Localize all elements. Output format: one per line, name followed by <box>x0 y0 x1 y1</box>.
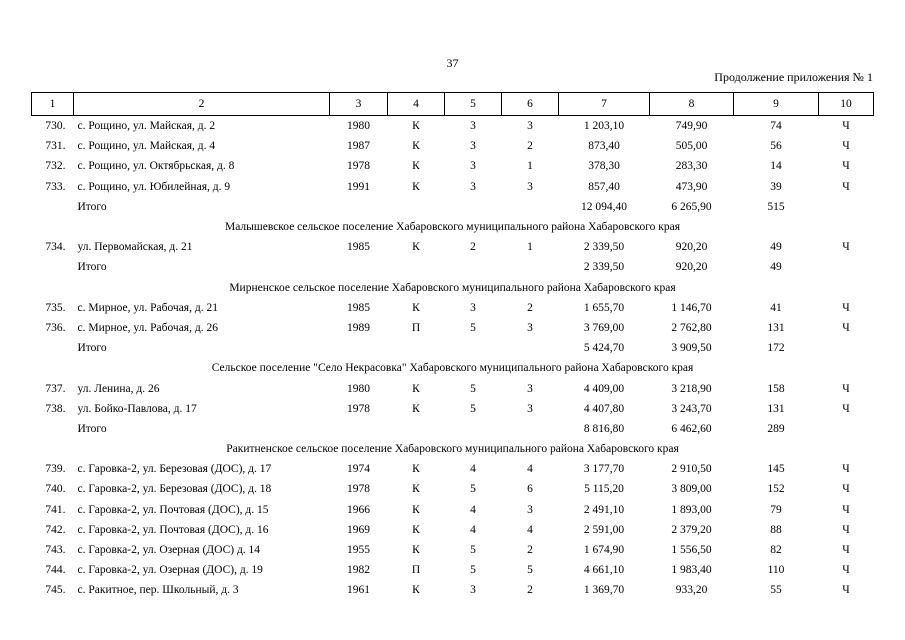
empty-cell <box>502 419 559 439</box>
entrances-cell: 5 <box>527 564 533 577</box>
total-area-cell: 3 177,70 <box>583 463 625 476</box>
floors-cell: 5 <box>470 544 476 557</box>
total-area-cell: 2 339,50 <box>583 261 625 274</box>
section-title: Мирненское сельское поселение Хабаровского муниципального района Хабаровского края <box>229 281 676 294</box>
living-area-cell: 2 379,20 <box>671 523 712 536</box>
page-number: 37 <box>446 56 459 70</box>
row-number: 733. <box>45 180 66 193</box>
total-row <box>32 197 874 217</box>
row-number: 741. <box>45 503 66 516</box>
mark-cell: Ч <box>842 584 850 597</box>
material-cell: К <box>412 140 420 153</box>
total-area-cell: 5 424,70 <box>583 342 625 355</box>
row-number: 732. <box>45 160 66 173</box>
material-cell: К <box>412 301 420 314</box>
mark-cell: Ч <box>842 382 850 395</box>
floors-cell: 2 <box>470 241 476 254</box>
empty-cell <box>819 197 874 217</box>
section-row <box>32 217 874 237</box>
floors-cell: 3 <box>470 180 476 193</box>
section-row <box>32 278 874 298</box>
material-cell: П <box>411 564 421 577</box>
address-cell: с. Мирное, ул. Рабочая, д. 26 <box>77 321 218 334</box>
mark-cell: Ч <box>842 544 850 557</box>
entrances-cell: 4 <box>527 463 533 476</box>
residents-cell: 172 <box>767 342 785 355</box>
empty-cell <box>819 257 874 277</box>
total-area-cell: 4 661,10 <box>583 564 625 577</box>
floors-cell: 5 <box>470 382 476 395</box>
material-cell: К <box>412 463 420 476</box>
material-cell: К <box>412 523 420 536</box>
column-header: 9 <box>734 93 819 116</box>
year-cell: 1989 <box>347 321 370 334</box>
total-row <box>32 338 874 358</box>
mark-cell: Ч <box>842 402 850 415</box>
residents-cell: 152 <box>767 483 785 496</box>
residents-cell: 145 <box>767 463 785 476</box>
mark-cell: Ч <box>842 180 850 193</box>
row-number: 735. <box>45 301 66 314</box>
residents-cell: 55 <box>770 584 782 597</box>
total-area-cell: 857,40 <box>588 180 620 193</box>
floors-cell: 3 <box>470 160 476 173</box>
address-cell: с. Рощино, ул. Майская, д. 4 <box>77 140 216 153</box>
column-header: 5 <box>445 93 502 116</box>
entrances-cell: 3 <box>527 402 533 415</box>
table-row <box>32 560 874 580</box>
empty-cell <box>819 419 874 439</box>
living-area-cell: 2 762,80 <box>671 321 712 334</box>
column-header: 7 <box>559 93 650 116</box>
section-title: Ракитненское сельское поселение Хабаровского муниципального района Хабаровского края <box>226 443 679 456</box>
material-cell: К <box>412 120 420 133</box>
empty-cell <box>32 257 74 277</box>
empty-cell <box>502 257 559 277</box>
residents-cell: 110 <box>767 564 785 577</box>
floors-cell: 3 <box>470 301 476 314</box>
address-cell: ул. Первомайская, д. 21 <box>77 241 193 254</box>
table-row <box>32 459 874 479</box>
residents-cell: 131 <box>767 321 785 334</box>
material-cell: К <box>412 584 420 597</box>
address-cell: с. Гаровка-2, ул. Почтовая (ДОС), д. 16 <box>77 523 269 536</box>
mark-cell: Ч <box>842 301 850 314</box>
total-area-cell: 5 115,20 <box>584 483 624 496</box>
living-area-cell: 933,20 <box>675 584 708 597</box>
living-area-cell: 283,30 <box>675 160 708 173</box>
floors-cell: 5 <box>470 321 476 334</box>
year-cell: 1987 <box>347 140 370 153</box>
column-header: 4 <box>388 93 445 116</box>
empty-cell <box>330 257 388 277</box>
empty-cell <box>330 338 388 358</box>
section-row <box>32 439 874 459</box>
living-area-cell: 3 909,50 <box>671 342 712 355</box>
residents-cell: 88 <box>770 523 782 536</box>
year-cell: 1961 <box>347 584 370 597</box>
living-area-cell: 3 809,00 <box>671 483 712 496</box>
year-cell: 1991 <box>347 180 370 193</box>
empty-cell <box>445 197 502 217</box>
total-area-cell: 12 094,40 <box>581 200 627 213</box>
address-cell: с. Гаровка-2, ул. Березовая (ДОС), д. 17 <box>77 463 272 476</box>
material-cell: К <box>412 241 420 254</box>
total-area-cell: 1 369,70 <box>583 584 625 597</box>
living-area-cell: 3 218,90 <box>671 382 712 395</box>
section-title: Малышевское сельское поселение Хабаровского муниципального района Хабаровского края <box>224 221 681 234</box>
empty-cell <box>32 419 74 439</box>
table-row <box>32 378 874 398</box>
year-cell: 1974 <box>347 463 370 476</box>
table-row <box>32 116 874 137</box>
row-number: 744. <box>45 564 66 577</box>
empty-cell <box>445 257 502 277</box>
row-number: 745. <box>45 584 66 597</box>
total-area-cell: 2 339,50 <box>583 241 625 254</box>
total-area-cell: 8 816,80 <box>583 422 625 435</box>
empty-cell <box>32 338 74 358</box>
table-row <box>32 298 874 318</box>
residents-cell: 39 <box>770 180 782 193</box>
residents-cell: 289 <box>767 422 785 435</box>
table-row <box>32 177 874 197</box>
material-cell: К <box>412 503 420 516</box>
residents-cell: 79 <box>770 503 782 516</box>
total-area-cell: 4 409,00 <box>583 382 625 395</box>
empty-cell <box>388 197 445 217</box>
residents-cell: 515 <box>767 200 785 213</box>
address-cell: с. Гаровка-2, ул. Почтовая (ДОС), д. 15 <box>77 503 269 516</box>
empty-cell <box>330 197 388 217</box>
material-cell: К <box>412 544 420 557</box>
floors-cell: 4 <box>470 463 476 476</box>
total-area-cell: 378,30 <box>588 160 620 173</box>
total-area-cell: 873,40 <box>588 140 620 153</box>
entrances-cell: 1 <box>527 241 533 254</box>
column-header: 1 <box>32 93 74 116</box>
entrances-cell: 3 <box>527 120 533 133</box>
floors-cell: 4 <box>470 523 476 536</box>
floors-cell: 4 <box>470 503 476 516</box>
year-cell: 1978 <box>347 483 370 496</box>
residents-cell: 131 <box>767 402 785 415</box>
mark-cell: Ч <box>842 120 850 133</box>
living-area-cell: 1 983,40 <box>671 564 712 577</box>
material-cell: К <box>412 382 420 395</box>
total-label: Итого <box>77 261 107 274</box>
year-cell: 1985 <box>347 301 370 314</box>
mark-cell: Ч <box>842 140 850 153</box>
residents-cell: 49 <box>770 261 782 274</box>
table-row <box>32 580 874 600</box>
entrances-cell: 3 <box>527 503 533 516</box>
table-row <box>32 237 874 257</box>
mark-cell: Ч <box>842 463 850 476</box>
total-row <box>32 257 874 277</box>
continuation-label: Продолжение приложения № 1 <box>714 70 873 84</box>
total-label: Итого <box>77 200 107 213</box>
entrances-cell: 1 <box>527 160 533 173</box>
column-header: 3 <box>330 93 388 116</box>
empty-cell <box>445 338 502 358</box>
empty-cell <box>502 197 559 217</box>
material-cell: К <box>412 483 420 496</box>
material-cell: К <box>412 160 420 173</box>
total-area-cell: 1 203,10 <box>583 120 625 133</box>
row-number: 731. <box>45 140 66 153</box>
table-body <box>32 93 874 601</box>
residents-cell: 56 <box>770 140 782 153</box>
entrances-cell: 4 <box>527 523 533 536</box>
table-row <box>32 540 874 560</box>
address-cell: с. Гаровка-2, ул. Березовая (ДОС), д. 18 <box>77 483 272 496</box>
floors-cell: 5 <box>470 483 476 496</box>
address-cell: ул. Бойко-Павлова, д. 17 <box>77 402 197 415</box>
entrances-cell: 3 <box>527 382 533 395</box>
table-row <box>32 500 874 520</box>
entrances-cell: 2 <box>527 544 533 557</box>
address-cell: с. Рощино, ул. Октябрьская, д. 8 <box>77 160 235 173</box>
material-cell: К <box>412 180 420 193</box>
residents-cell: 41 <box>770 301 782 314</box>
total-area-cell: 3 769,00 <box>583 321 625 334</box>
section-row <box>32 358 874 378</box>
empty-cell <box>330 419 388 439</box>
row-number: 736. <box>45 321 66 334</box>
empty-cell <box>32 197 74 217</box>
floors-cell: 3 <box>470 120 476 133</box>
year-cell: 1966 <box>347 503 370 516</box>
table-row <box>32 520 874 540</box>
total-label: Итого <box>77 342 107 355</box>
living-area-cell: 920,20 <box>675 261 708 274</box>
living-area-cell: 2 910,50 <box>671 463 712 476</box>
total-area-cell: 4 407,80 <box>583 402 625 415</box>
residents-cell: 49 <box>770 241 782 254</box>
total-area-cell: 2 591,00 <box>583 523 625 536</box>
table-row <box>32 318 874 338</box>
entrances-cell: 2 <box>527 584 533 597</box>
year-cell: 1985 <box>347 241 370 254</box>
housing-table <box>31 92 874 601</box>
year-cell: 1980 <box>347 382 370 395</box>
residents-cell: 82 <box>770 544 782 557</box>
row-number: 737. <box>45 382 66 395</box>
empty-cell <box>819 338 874 358</box>
row-number: 740. <box>45 483 66 496</box>
living-area-cell: 3 243,70 <box>671 402 712 415</box>
material-cell: К <box>412 402 420 415</box>
column-header: 8 <box>650 93 734 116</box>
year-cell: 1978 <box>347 402 370 415</box>
empty-cell <box>502 338 559 358</box>
column-header: 10 <box>819 93 874 116</box>
living-area-cell: 1 556,50 <box>671 544 712 557</box>
total-area-cell: 1 674,90 <box>583 544 625 557</box>
row-number: 742. <box>45 523 66 536</box>
living-area-cell: 473,90 <box>675 180 708 193</box>
living-area-cell: 920,20 <box>675 241 708 254</box>
living-area-cell: 1 146,70 <box>671 301 712 314</box>
address-cell: с. Мирное, ул. Рабочая, д. 21 <box>77 301 218 314</box>
empty-cell <box>388 338 445 358</box>
empty-cell <box>445 419 502 439</box>
residents-cell: 158 <box>767 382 785 395</box>
total-row <box>32 419 874 439</box>
mark-cell: Ч <box>842 523 850 536</box>
empty-cell <box>388 419 445 439</box>
address-cell: с. Ракитное, пер. Школьный, д. 3 <box>77 584 239 597</box>
address-cell: ул. Ленина, д. 26 <box>77 382 160 395</box>
table-row <box>32 399 874 419</box>
address-cell: с. Гаровка-2, ул. Озерная (ДОС) д. 14 <box>77 544 261 557</box>
row-number: 730. <box>45 120 66 133</box>
entrances-cell: 3 <box>527 180 533 193</box>
empty-cell <box>388 257 445 277</box>
table-row <box>32 156 874 176</box>
table-row <box>32 479 874 499</box>
address-cell: с. Рощино, ул. Юбилейная, д. 9 <box>77 180 231 193</box>
table-header-row <box>32 93 874 116</box>
year-cell: 1982 <box>347 564 370 577</box>
floors-cell: 3 <box>470 584 476 597</box>
address-cell: с. Рощино, ул. Майская, д. 2 <box>77 120 216 133</box>
column-header: 6 <box>502 93 559 116</box>
total-label: Итого <box>77 422 107 435</box>
year-cell: 1955 <box>347 544 370 557</box>
living-area-cell: 1 893,00 <box>671 503 712 516</box>
living-area-cell: 749,90 <box>675 120 708 133</box>
floors-cell: 5 <box>470 402 476 415</box>
year-cell: 1980 <box>347 120 370 133</box>
living-area-cell: 505,00 <box>675 140 708 153</box>
mark-cell: Ч <box>842 321 850 334</box>
total-area-cell: 2 491,10 <box>583 503 625 516</box>
residents-cell: 14 <box>770 160 782 173</box>
column-header: 2 <box>74 93 330 116</box>
living-area-cell: 6 265,90 <box>671 200 712 213</box>
floors-cell: 3 <box>470 140 476 153</box>
mark-cell: Ч <box>842 160 850 173</box>
row-number: 739. <box>45 463 66 476</box>
entrances-cell: 6 <box>527 483 533 496</box>
residents-cell: 74 <box>770 120 782 133</box>
material-cell: П <box>411 321 421 334</box>
mark-cell: Ч <box>842 241 850 254</box>
row-number: 743. <box>45 544 66 557</box>
mark-cell: Ч <box>842 503 850 516</box>
entrances-cell: 2 <box>527 140 533 153</box>
year-cell: 1969 <box>347 523 370 536</box>
mark-cell: Ч <box>842 564 850 577</box>
row-number: 738. <box>45 402 66 415</box>
floors-cell: 5 <box>470 564 476 577</box>
section-title: Сельское поселение "Село Некрасовка" Хабаровского муниципального района Хабаровского края <box>211 362 694 375</box>
living-area-cell: 6 462,60 <box>671 422 712 435</box>
mark-cell: Ч <box>842 483 850 496</box>
entrances-cell: 3 <box>527 321 533 334</box>
year-cell: 1978 <box>347 160 370 173</box>
row-number: 734. <box>45 241 66 254</box>
entrances-cell: 2 <box>527 301 533 314</box>
total-area-cell: 1 655,70 <box>583 301 625 314</box>
address-cell: с. Гаровка-2, ул. Озерная (ДОС), д. 19 <box>77 564 263 577</box>
table-row <box>32 136 874 156</box>
